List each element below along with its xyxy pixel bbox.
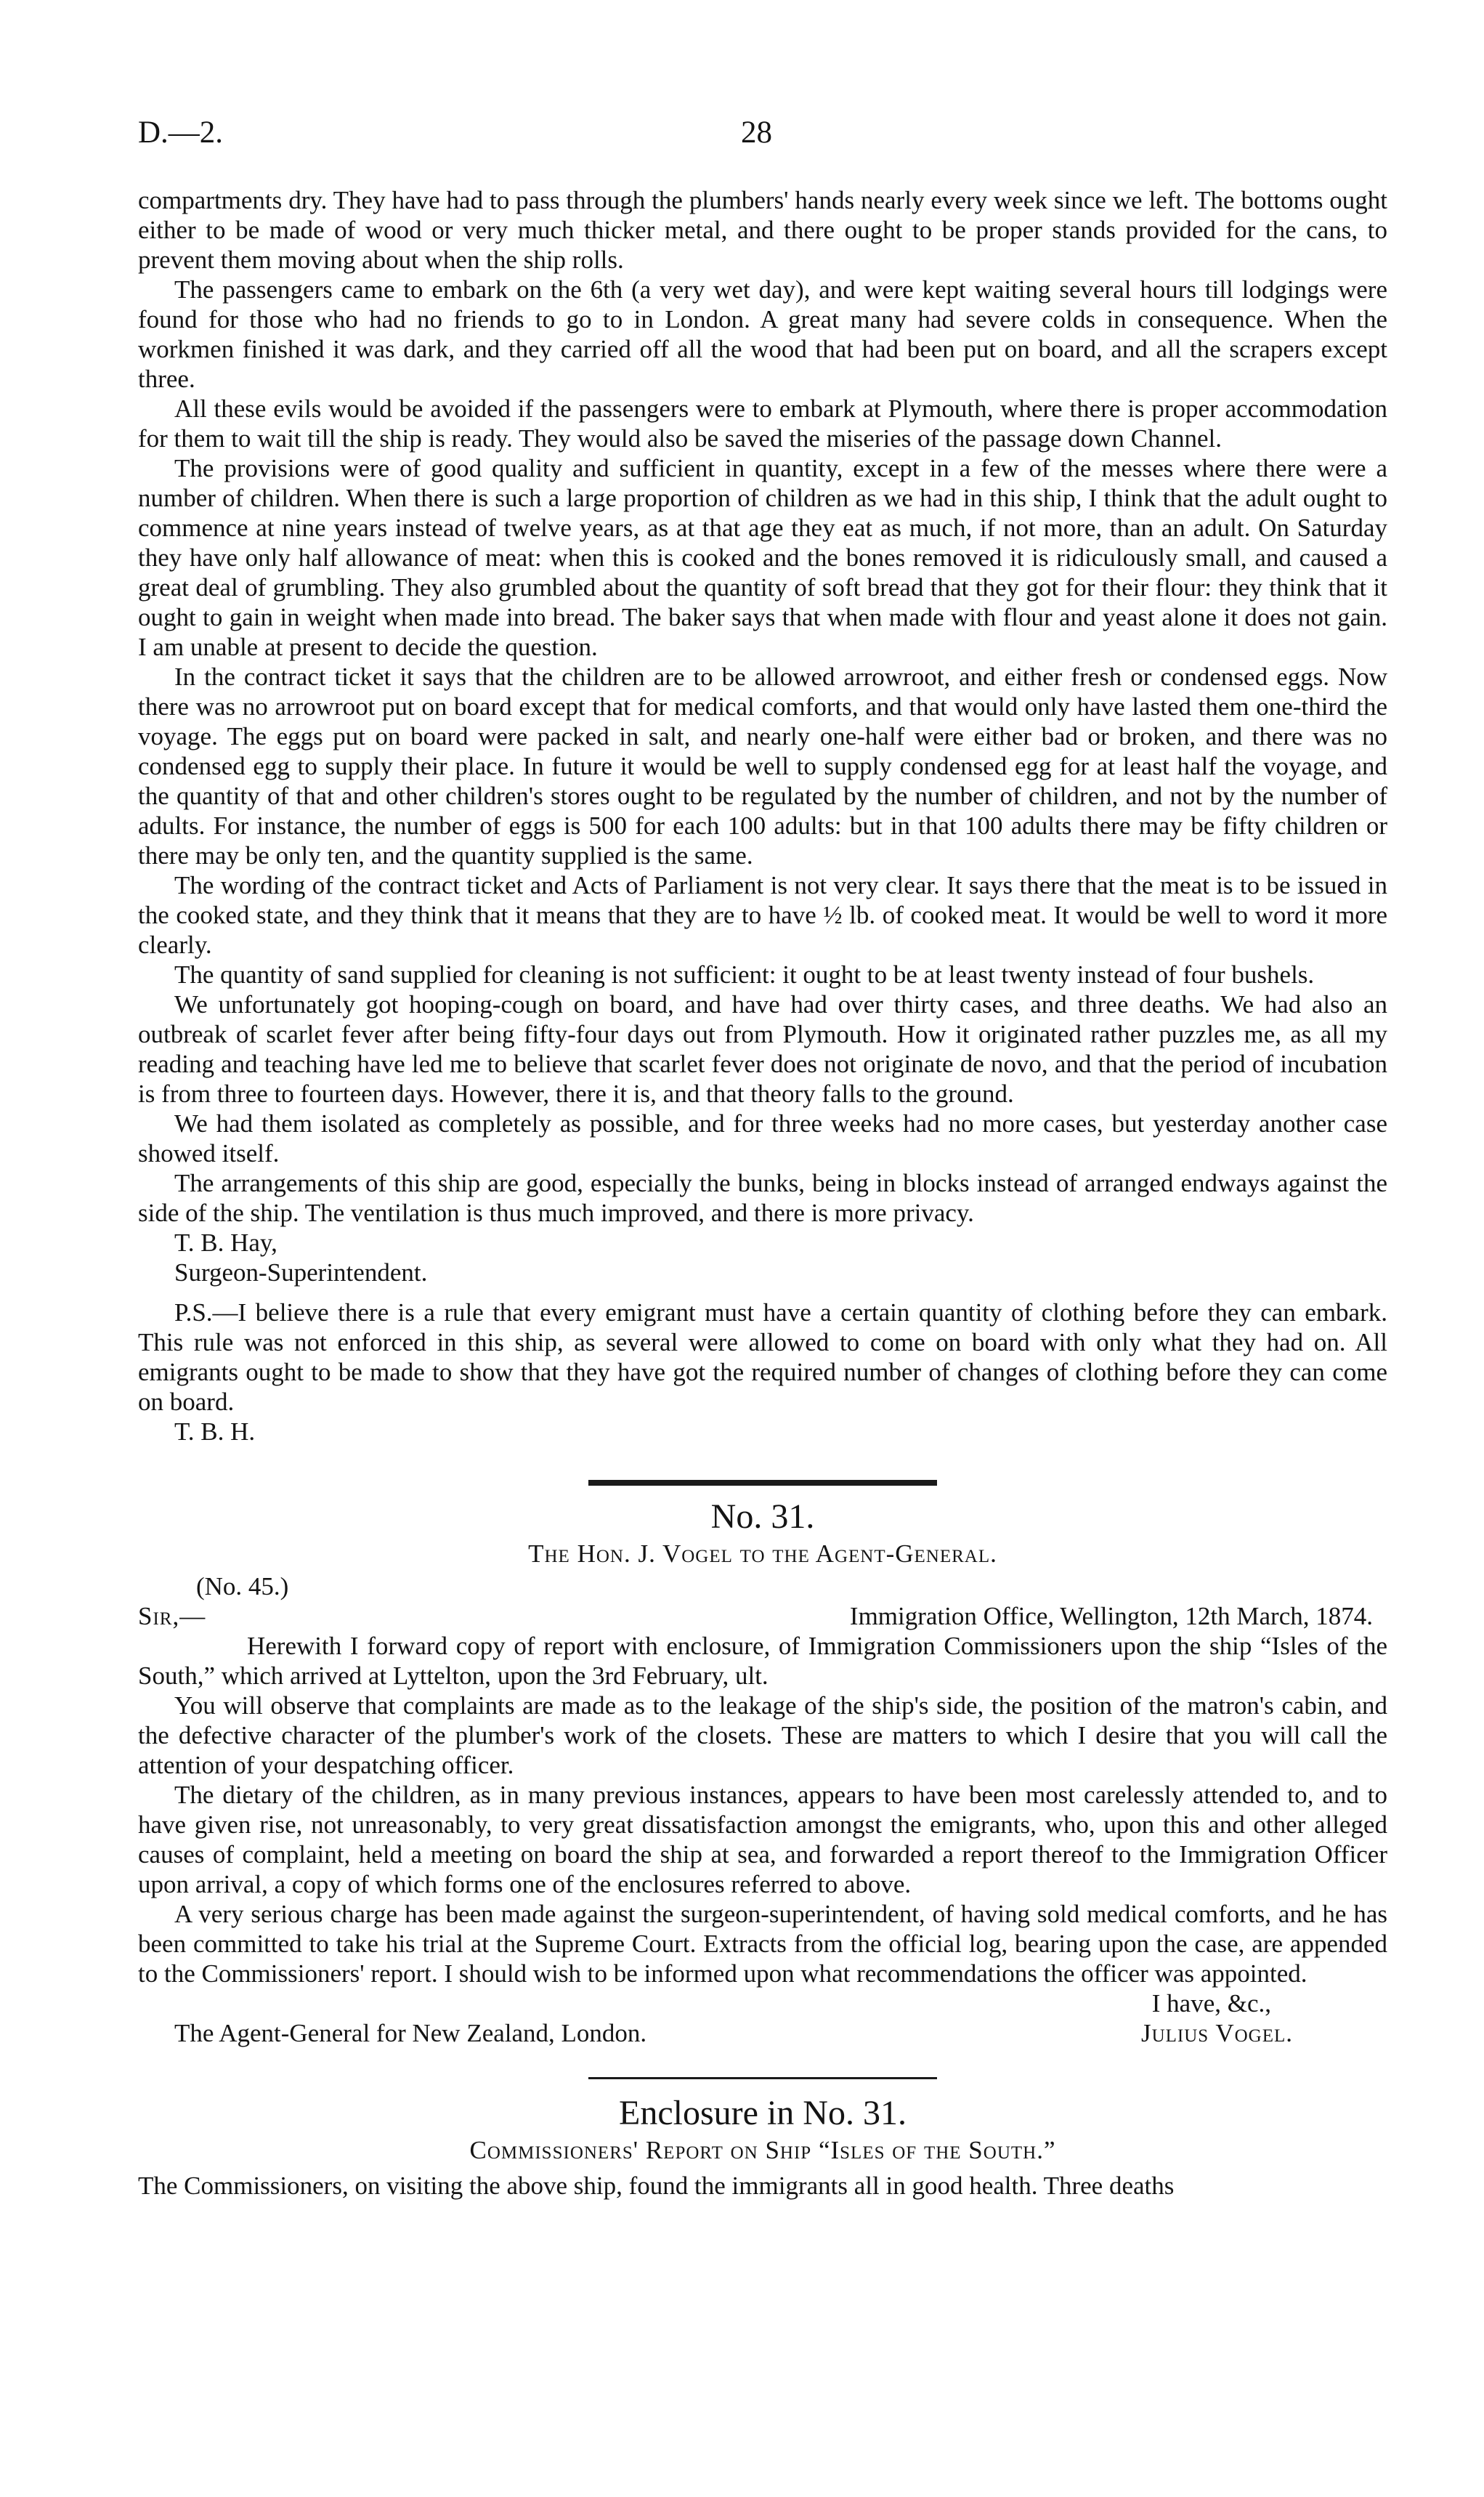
paragraph: The dietary of the children, as in many previous instances, appears to have been most carelessly attended to, and to have given rise, not unreasonably, to very great dissatisfaction amongst the emigrants, who, upon this and other alleged causes of complaint, held a meeting on board the ship at sea, and forwarded a report thereof to the Immigration Officer upon arrival, a copy of which forms one of the enclosures referred to above. [138, 1781, 1387, 1898]
paragraph: In the contract ticket it says that the children are to be allowed arrowroot, and either fresh or condensed eggs. Now there was no arrowroot put on board except that for medical comforts, and that would only have lasted them one-third the voyage. The eggs put on board were packed in salt, and nearly one-half were either bad or broken, and there was no condensed egg to supply their place. In future it would be well to supply condensed egg for at least half the voyage, and the quantity of that and other children's stores ought to be regulated by the number of children, and not by the number of adults. For instance, the number of eggs is 500 for each 100 adults: but in that 100 adults there may be fifty children or there may be only ten, and the quantity supplied is the same. [138, 663, 1387, 870]
page-number: 28 [741, 116, 772, 150]
paragraph: You will observe that complaints are made as to the leakage of the ship's side, the position of the matron's cabin, and the defective character of the plumber's work of the closets. These are matters to which I desire that you will call the attention of your despatching officer. [138, 1691, 1387, 1779]
enclosure-subtitle: Commissioners' Report on Ship “Isles of the South.” [469, 2136, 1056, 2164]
paragraph: All these evils would be avoided if the passengers were to embark at Plymouth, where there is proper accommodation for them to wait till the ship is ready. They would also be saved the miseries of the passage down Channel. [138, 394, 1387, 453]
reference-number: (No. 45.) [196, 1572, 289, 1600]
paragraph: The provisions were of good quality and sufficient in quantity, except in a few of the messes where there were a number of children. When there is such a large proportion of children as we had in this ship, I think that the adult ought to commence at nine years instead of twelve years, as at that age they eat as much, if not more, than an adult. On Saturday they have only half allowance of meat: when this is cooked and the bones removed it is ridiculously small, and caused a great deal of grumbling. They also grumbled about the quantity of soft bread that they got for their flour: they think that it ought to gain in weight when made into bread. The baker says that when made with flour and yeast alone it does not gain. I am unable at present to decide the question. [138, 454, 1387, 661]
signature-title: Surgeon-Superintendent. [174, 1258, 428, 1287]
enclosure [138, 2094, 1387, 2201]
enclosure-title: Enclosure in No. 31. [619, 2094, 907, 2132]
paragraph: The arrangements of this ship are good, especially the bunks, being in blocks instead of arranged endways against the side of the ship. The ventilation is thus much improved, and there is more privacy. [138, 1169, 1387, 1227]
paragraph: The quantity of sand supplied for cleaning is not sufficient: it ought to be at least twenty instead of four bushels. [174, 960, 1315, 989]
salutation-row [138, 1601, 1387, 1631]
address-date: Immigration Office, Wellington, 12th March, 1874. [849, 1602, 1373, 1630]
vogel-letter [138, 1497, 1387, 2048]
addressee: The Agent-General for New Zealand, London. [174, 2019, 647, 2047]
paragraph: The wording of the contract ticket and Acts of Parliament is not very clear. It says there that the meat is to be issued in the cooked state, and they think that it means that they are to have ½ lb. of cooked meat. It would be well to word it more clearly. [138, 871, 1387, 959]
postscript: P.S.—I believe there is a rule that every emigrant must have a certain quantity of clothing before they can embark. This rule was not enforced in this ship, as several were allowed to come on board with only what they had on. All emigrants ought to be made to show that they have got the required number of changes of clothing before they can come on board. [138, 1298, 1387, 1416]
from-to-line: The Hon. J. Vogel to the Agent-General. [528, 1539, 997, 1568]
signature-name: T. B. Hay, [174, 1229, 277, 1257]
section-divider [588, 2077, 937, 2079]
salutation: Sir,— [138, 1602, 206, 1630]
document-number: No. 31. [710, 1497, 815, 1536]
closing: I have, &c., [1151, 1989, 1271, 2018]
paragraph: We had them isolated as completely as possible, and for three weeks had no more cases, but yesterday another case showed itself. [138, 1109, 1387, 1167]
document-body [138, 185, 1387, 2201]
section-divider [588, 1480, 937, 1486]
paragraph: The Commissioners, on visiting the above ship, found the immigrants all in good health. Three deaths [138, 2172, 1175, 2200]
paragraph: The passengers came to embark on the 6th (a very wet day), and were kept waiting several hours till lodgings were found for those who had no friends to go to in London. A great many had severe colds in consequence. When the workmen finished it was dark, and they carried off all the wood that had been put on board, and all the scrapers except three. [138, 275, 1387, 393]
signoff-row [138, 2018, 1387, 2048]
paragraph: A very serious charge has been made against the surgeon-superintendent, of having sold medical comforts, and he has been committed to take his trial at the Supreme Court. Extracts from the official log, bearing upon the case, are appended to the Commissioners' report. I should wish to be informed upon what recommendations the officer was appointed. [138, 1900, 1387, 1988]
signer: Julius Vogel. [1140, 2019, 1293, 2047]
surgeon-letter [138, 185, 1387, 1446]
series-label: D.—2. [138, 116, 224, 150]
paragraph: compartments dry. They have had to pass through the plumbers' hands nearly every week since we left. The bottoms ought either to be made of wood or very much thicker metal, and there ought to be proper stands provided for the cans, to prevent them moving about when the ship rolls. [138, 186, 1387, 274]
paragraph: We unfortunately got hooping-cough on board, and have had over thirty cases, and three deaths. We had also an outbreak of scarlet fever after being fifty-four days out from Plymouth. How it originated rather puzzles me, as all my reading and teaching have led me to believe that scarlet fever does not originate de novo, and that the period of incubation is from three to fourteen days. However, there it is, and that theory falls to the ground. [138, 990, 1387, 1108]
paragraph: Herewith I forward copy of report with enclosure, of Immigration Commissioners upon the ship “Isles of the South,” which arrived at Lyttelton, upon the 3rd February, ult. [138, 1632, 1387, 1690]
postscript-initials: T. B. H. [174, 1417, 256, 1446]
